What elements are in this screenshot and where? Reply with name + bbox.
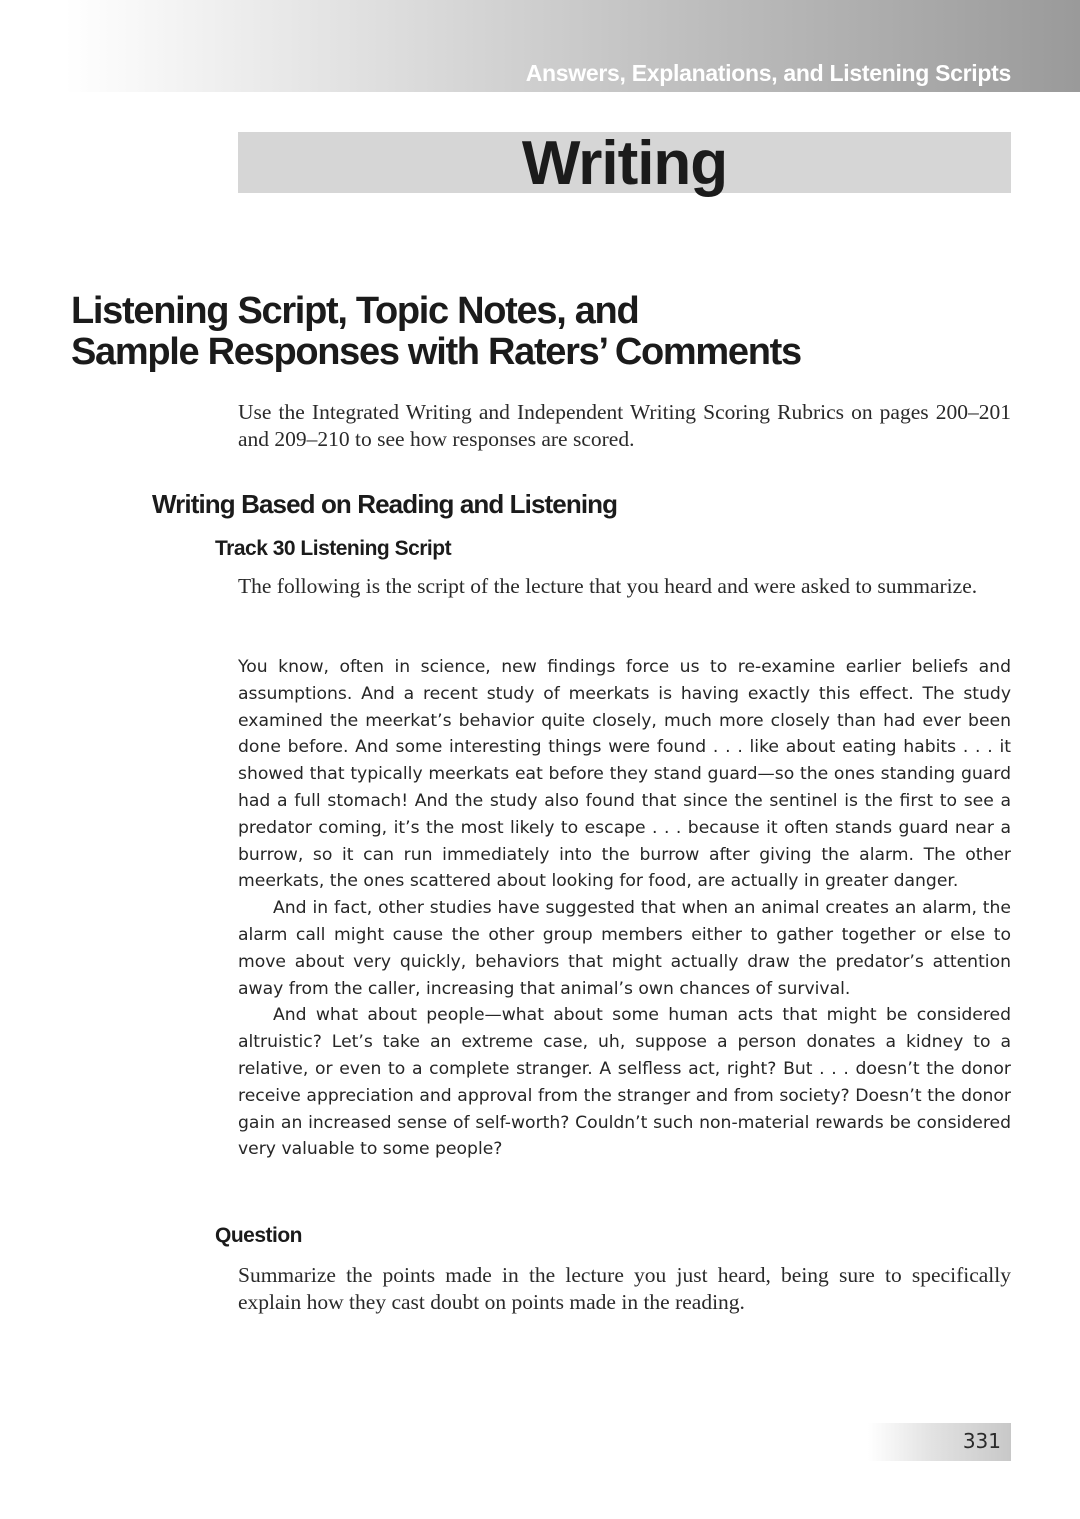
question-text: Summarize the points made in the lecture you just heard, being sure to specifically explain how they cast doubt on points made in the reading. bbox=[238, 1263, 1011, 1314]
lecture-paragraph-3: And what about people—what about some human acts that might be considered altruistic? Let’s take an extreme case, uh, suppose a person donates a kidney to a relative, or even to a complete stranger. A selfless act, right? But . . . doesn’t the donor receive appreciation and approval from the stranger and from society? Doesn’t the donor gain an increased sense of self-worth? Couldn’t such non-material rewards be considered very valuable to some people? bbox=[238, 1005, 1011, 1160]
header-band bbox=[0, 0, 1080, 92]
section-title bbox=[71, 291, 1011, 373]
lecture-paragraph-2: And in fact, other studies have suggested that when an animal creates an alarm, the alarm call might cause the other group members either to gather together or else to move about very quickly, behaviors that might actually draw the predator’s attention away from the caller, increasing that animal’s own chances of survival. bbox=[238, 898, 1011, 999]
page-number: 331 bbox=[962, 1429, 1001, 1453]
question-heading: Question bbox=[215, 1224, 303, 1247]
lecture-paragraph-1: You know, often in science, new findings force us to re-examine earlier beliefs and assumptions. And a recent study of meerkats is having exactly this effect. The study examined the meerkat’s behavior quite closely, much more closely than had ever been done before. And some interesting things were found . . . like about eating habits . . . it showed that typically meerkats eat before they stand guard—so the ones standing guard had a full stomach! And the study also found that since the sentinel is the first to see a predator coming, it’s the most likely to escape . . . because it often stands guard near a burrow, so it can run immediately into the burrow after giving the alarm. The other meerkats, the ones scattered about looking for food, are actually in greater danger. bbox=[238, 657, 1011, 892]
section-title-line-1: Listening Script, Topic Notes, and bbox=[71, 290, 639, 332]
running-head: Answers, Explanations, and Listening Scripts bbox=[525, 60, 1011, 86]
track-heading: Track 30 Listening Script bbox=[215, 537, 452, 560]
intro-paragraph: Use the Integrated Writing and Independent Writing Scoring Rubrics on pages 200–201 and 209–210 to see how responses are scored. bbox=[238, 400, 1011, 451]
section-title-line-2: Sample Responses with Raters’ Comments bbox=[71, 331, 801, 373]
script-intro: The following is the script of the lecture that you heard and were asked to summarize. bbox=[238, 574, 978, 598]
page-number-box bbox=[868, 1423, 1011, 1461]
subheading: Writing Based on Reading and Listening bbox=[152, 489, 618, 519]
lecture-script bbox=[238, 654, 1011, 1163]
chapter-title: Writing bbox=[521, 129, 728, 198]
